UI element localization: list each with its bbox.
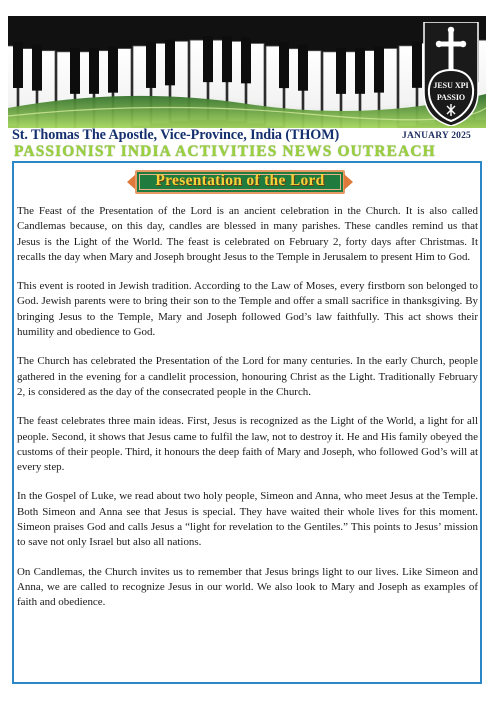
piano-black-key [146,42,156,88]
piano-black-key [32,45,42,91]
piano-black-key [279,42,289,88]
piano-black-key [222,36,232,82]
piano-black-key [89,48,99,94]
emblem-text-line2: PASSIO [436,93,466,102]
piano-black-key [108,47,118,93]
article-paragraph: The feast celebrates three main ideas. First, Jesus is recognized as the Light of the World, a light for all people. Second, it shows that Jesus came to fulfil the law, not to destroy it. He and His family obeyed the customs of their people. Third, it honours the deep faith of Mary and Joseph, who followed God’s will at every step. [17,415,478,474]
piano-black-key [203,36,213,82]
piano-black-key [165,39,175,85]
piano-black-key [336,48,346,94]
piano-black-key [374,47,384,93]
title-right-arrow-icon [344,174,353,190]
piano-black-key [298,45,308,91]
emblem-text-line1: JESU XPI [433,81,469,90]
passionist-sign-icon [416,22,486,126]
newsletter-tagline: PASSIONIST INDIA ACTIVITIES NEWS OUTREACH [14,143,436,160]
article-paragraph: In the Gospel of Luke, we read about two holy people, Simeon and Anna, who meet Jesus at the Temple. Both Simeon and Anna see that Jesus is special. They have waited their whole lives for this moment. Simeon praises God and calls Jesus a “light for revelation to the Gentiles.” This points to Jesus’ mission to save not only Israel but also all nations. [17,490,478,549]
piano-black-key [13,42,23,88]
article-paragraph: This event is rooted in Jewish tradition. According to the Law of Moses, every firstborn son belonged to God. Jewish parents were to bring their son to the Temple and offer a small sacrifice in thanksgiving. By bringing Jesus to the Temple, Mary and Joseph followed God’s law faithfully. This act shows their humility and obedience to God. [17,280,478,339]
issue-date: JANUARY 2025 [402,131,472,141]
article-paragraph: The Feast of the Presentation of the Lord is an ancient celebration in the Church. It is also called Candlemas because, on this day, candles are blessed in many parishes. These candles remind us that Jesus is the Light of the World. The feast is celebrated on February 2, forty days after Christmas. It recalls the day when Mary and Joseph brought Jesus to the Temple in Jerusalem to present Him to God. [17,205,478,263]
masthead [8,16,486,161]
piano-black-key [355,48,365,94]
organization-name: St. Thomas The Apostle, Vice-Province, India (THOM) [12,127,340,143]
header-banner [8,16,486,128]
piano-keys-graphic [8,16,486,128]
article-title: Presentation of the Lord [155,172,325,189]
article-title-banner [127,170,353,194]
piano-black-key [241,37,251,83]
article-body [17,204,478,611]
piano-black-key [70,48,80,94]
article-paragraph: On Candlemas, the Church invites us to remember that Jesus brings light to our lives. Like Simeon and Anna, we are called to recognize Jesus in our world. We also look to Mary and Joseph as examples of faith and obedience. [17,565,478,609]
article-paragraph: The Church has celebrated the Presentation of the Lord for many centuries. In the early Church, people gathered in the evening for a candlelit procession, honouring Christ as the Light. Traditionally February 2, is considered as the day of the consecrated people in the Church. [17,355,478,398]
